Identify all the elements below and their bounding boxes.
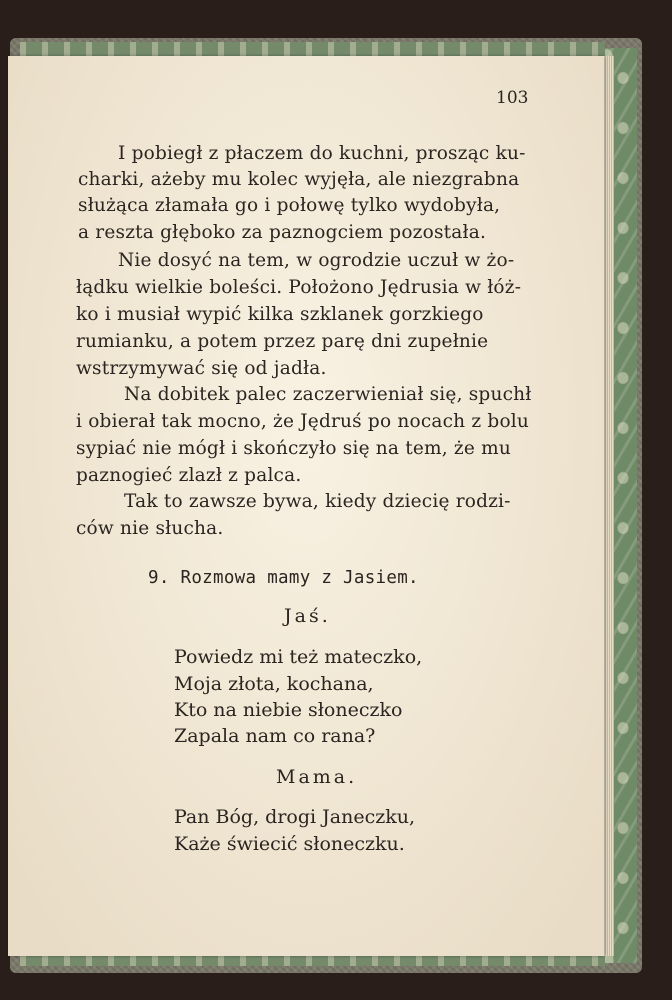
prose-line: Tak to zawsze bywa, kiedy dziecię rodzi- — [124, 491, 511, 512]
prose-line: Na dobitek palec zaczerwieniał się, spuchł — [124, 384, 532, 405]
verse-line: Kto na niebie słoneczko — [174, 699, 403, 721]
verse-line: Pan Bóg, drogi Janeczku, — [174, 806, 416, 828]
prose-line: służąca złamała go i połowę tylko wydobyła, — [78, 195, 501, 216]
prose-line: ców nie słucha. — [76, 518, 224, 539]
prose-line: i obierał tak mocno, że Jędruś po nocach z bolu — [76, 411, 530, 432]
prose-line: a reszta głęboko za paznogciem pozostała. — [78, 222, 487, 243]
page-number: 103 — [496, 88, 529, 108]
top-endpaper-strip — [20, 42, 605, 56]
section-title: 9. Rozmowa mamy z Jasiem. — [148, 568, 419, 588]
prose-line: Nie dosyć na tem, w ogrodzie uczuł w żo- — [118, 250, 515, 271]
prose-line: wstrzymywać się od jadła. — [76, 358, 327, 379]
speaker-mama: Mama. — [276, 766, 358, 788]
prose-line: paznogieć zlazł z palca. — [76, 465, 302, 486]
verse-line: Moja złota, kochana, — [174, 673, 374, 695]
verse-line: Powiedz mi też mateczko, — [174, 646, 423, 668]
prose-line: charki, ażeby mu kolec wyjęła, ale niezgrabna — [78, 169, 520, 190]
prose-line: łądku wielkie boleści. Położono Jędrusia w łóż- — [76, 277, 522, 298]
prose-line: rumianku, a potem przez parę dni zupełnie — [76, 331, 489, 352]
prose-line: I pobiegł z płaczem do kuchni, prosząc ku- — [118, 143, 526, 164]
prose-line: ko i musiał wypić kilka szklanek gorzkiego — [76, 304, 484, 325]
prose-line: sypiać nie mógł i skończyło się na tem, że mu — [76, 438, 511, 459]
verse-line: Każe świecić słoneczku. — [174, 833, 405, 855]
speaker-jas: Jaś. — [284, 605, 331, 627]
verse-line: Zapala nam co rana? — [174, 725, 376, 747]
